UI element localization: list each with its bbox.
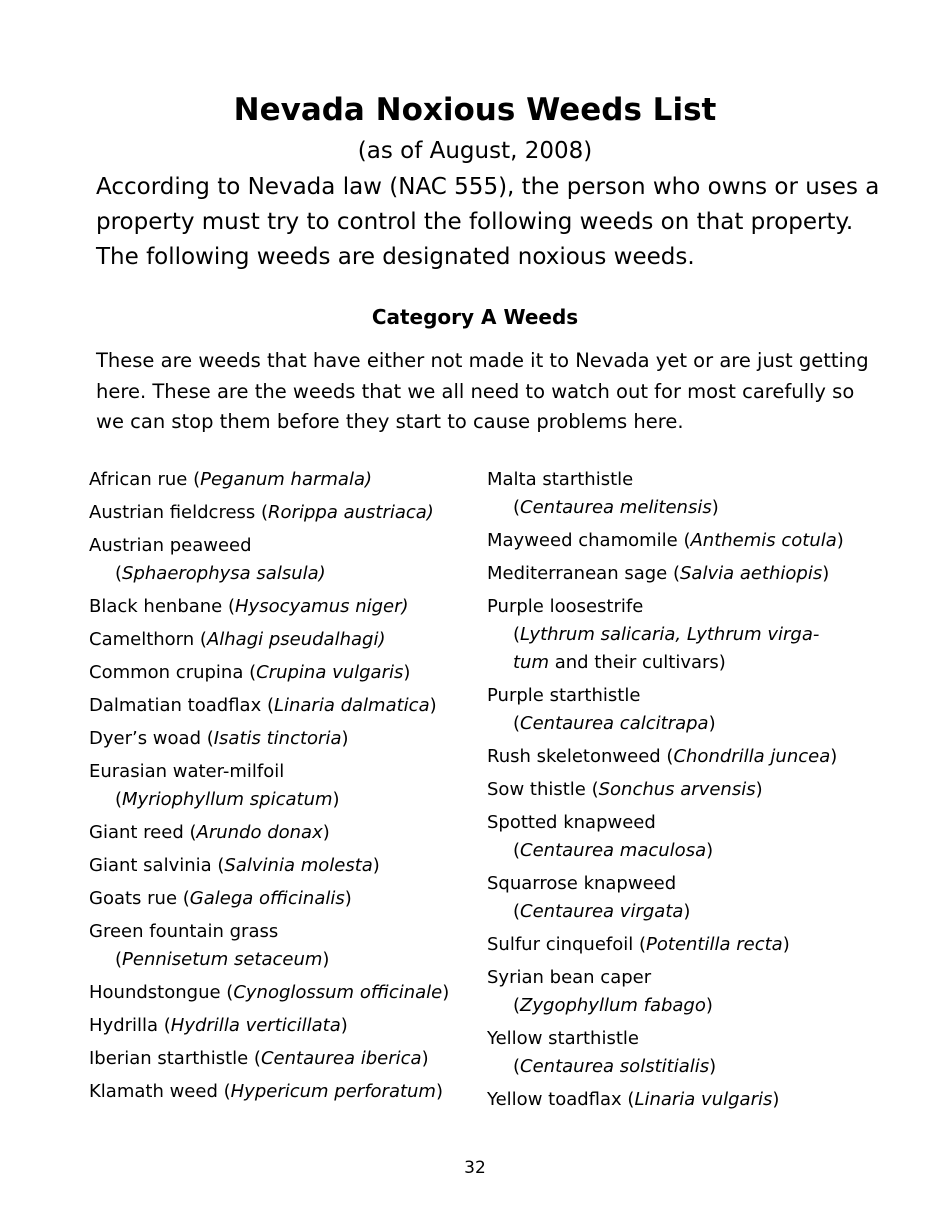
weed-name-suffix: ) bbox=[708, 713, 716, 734]
weed-common-name: Houndstongue ( bbox=[89, 982, 234, 1003]
weed-common-name: Rush skeletonweed ( bbox=[487, 746, 674, 767]
weed-scientific-name: Isatis tinctoria bbox=[213, 728, 342, 749]
weed-scientific-line bbox=[487, 621, 857, 677]
weed-list-item bbox=[89, 725, 469, 753]
weeds-list-right bbox=[487, 466, 857, 1114]
weed-list-item bbox=[487, 1025, 857, 1081]
weed-name-suffix: ) bbox=[683, 901, 691, 922]
weed-scientific-name: Cynoglossum officinale bbox=[233, 982, 443, 1003]
weed-common-name: Eurasian water-milfoil bbox=[89, 761, 285, 782]
weed-list-item bbox=[89, 819, 469, 847]
weed-common-name: Yellow toadflax ( bbox=[487, 1089, 635, 1110]
weed-name-suffix: ) bbox=[706, 840, 714, 861]
weed-scientific-name: Rorippa austriaca) bbox=[268, 502, 434, 523]
weed-common-name: Spotted knapweed bbox=[487, 812, 656, 833]
weed-common-name: Malta starthistle bbox=[487, 469, 634, 490]
weed-name-suffix: and their cultivars) bbox=[549, 652, 726, 673]
open-paren: ( bbox=[115, 789, 123, 810]
weeds-list-left bbox=[89, 466, 469, 1106]
weed-list-item bbox=[89, 758, 469, 814]
weed-name-suffix: ) bbox=[344, 888, 352, 909]
weed-scientific-name: Salvia aethiopis bbox=[679, 563, 823, 584]
weed-name-suffix: ) bbox=[421, 1048, 429, 1069]
weed-name-suffix: ) bbox=[429, 695, 437, 716]
weed-list-item bbox=[487, 743, 857, 771]
page-subtitle: (as of August, 2008) bbox=[357, 138, 593, 164]
weed-name-suffix: ) bbox=[772, 1089, 780, 1110]
weed-scientific-line bbox=[89, 786, 469, 814]
weed-scientific-name: Pennisetum setaceum bbox=[122, 949, 323, 970]
weed-name-suffix: ) bbox=[705, 995, 713, 1016]
weed-list-item bbox=[89, 885, 469, 913]
weed-list-item bbox=[89, 593, 469, 621]
weed-list-item bbox=[487, 593, 857, 677]
weed-common-name: Yellow starthistle bbox=[487, 1028, 639, 1049]
weed-name-suffix: ) bbox=[332, 789, 340, 810]
weed-common-name: Black henbane ( bbox=[89, 596, 235, 617]
weed-common-name: Sow thistle ( bbox=[487, 779, 599, 800]
weed-common-name: Common crupina ( bbox=[89, 662, 257, 683]
intro-paragraph: According to Nevada law (NAC 555), the person who owns or uses a property must try to control the following weeds on that property. The following weeds are designated noxious weeds. bbox=[96, 174, 880, 270]
weed-scientific-name: Anthemis cotula bbox=[690, 530, 837, 551]
weed-scientific-line bbox=[487, 898, 857, 926]
weed-scientific-name: Chondrilla juncea bbox=[673, 746, 831, 767]
weed-scientific-name: Linaria dalmatica bbox=[273, 695, 430, 716]
open-paren: ( bbox=[115, 949, 123, 970]
weed-scientific-name: Galega officinalis bbox=[189, 888, 345, 909]
open-paren: ( bbox=[513, 1056, 521, 1077]
weed-scientific-name: Centaurea calcitrapa bbox=[520, 713, 709, 734]
weed-name-suffix: ) bbox=[830, 746, 838, 767]
weed-list-item bbox=[89, 499, 469, 527]
weed-list-item bbox=[89, 692, 469, 720]
weed-common-name: Green fountain grass bbox=[89, 921, 279, 942]
weed-list-item bbox=[487, 466, 857, 522]
weed-common-name: Hydrilla ( bbox=[89, 1015, 171, 1036]
weed-name-suffix: ) bbox=[403, 662, 411, 683]
weed-list-item bbox=[89, 852, 469, 880]
weed-name-suffix: ) bbox=[322, 949, 330, 970]
weed-common-name: Dyer’s woad ( bbox=[89, 728, 214, 749]
weed-scientific-line bbox=[487, 1053, 857, 1081]
weed-list-item bbox=[487, 527, 857, 555]
weed-name-suffix: ) bbox=[340, 1015, 348, 1036]
weed-scientific-name: Crupina vulgaris bbox=[256, 662, 404, 683]
weed-common-name: Sulfur cinquefoil ( bbox=[487, 934, 647, 955]
weed-scientific-line bbox=[487, 494, 857, 522]
weed-scientific-name: Peganum harmala) bbox=[200, 469, 373, 490]
weed-scientific-name: Sonchus arvensis bbox=[598, 779, 756, 800]
weed-list-item bbox=[487, 870, 857, 926]
weed-list-item bbox=[89, 1045, 469, 1073]
weed-name-suffix: ) bbox=[372, 855, 380, 876]
weed-scientific-name: Hysocyamus niger) bbox=[235, 596, 409, 617]
weed-scientific-line bbox=[487, 992, 857, 1020]
weed-common-name: Squarrose knapweed bbox=[487, 873, 677, 894]
weed-scientific-line bbox=[89, 560, 469, 588]
weed-list-item bbox=[89, 466, 469, 494]
weed-common-name: Camelthorn ( bbox=[89, 629, 207, 650]
weed-common-name: Iberian starthistle ( bbox=[89, 1048, 261, 1069]
category-heading: Category A Weeds bbox=[371, 305, 579, 329]
weed-name-suffix: ) bbox=[782, 934, 790, 955]
weed-name-suffix: ) bbox=[836, 530, 844, 551]
weed-scientific-line bbox=[89, 946, 469, 974]
weed-common-name: Austrian peaweed bbox=[89, 535, 252, 556]
weed-list-item bbox=[487, 964, 857, 1020]
weed-common-name: Purple starthistle bbox=[487, 685, 641, 706]
weed-common-name: Mediterranean sage ( bbox=[487, 563, 680, 584]
page-number: 32 bbox=[464, 1158, 486, 1178]
weed-list-item bbox=[487, 1086, 857, 1114]
weed-list-item bbox=[487, 560, 857, 588]
weed-scientific-name: Centaurea virgata bbox=[520, 901, 684, 922]
weed-scientific-name: Centaurea maculosa bbox=[520, 840, 707, 861]
weed-name-suffix: ) bbox=[435, 1081, 444, 1102]
weed-list-item bbox=[487, 809, 857, 865]
weed-name-suffix: ) bbox=[322, 822, 330, 843]
weed-name-suffix: ) bbox=[822, 563, 830, 584]
weed-scientific-name: Salvinia molesta bbox=[224, 855, 373, 876]
weed-common-name: Syrian bean caper bbox=[487, 967, 652, 988]
weed-list-item bbox=[487, 682, 857, 738]
weed-scientific-name: Myriophyllum spicatum bbox=[122, 789, 333, 810]
weed-scientific-name: Centaurea melitensis bbox=[520, 497, 712, 518]
weed-scientific-line bbox=[487, 710, 857, 738]
open-paren: ( bbox=[513, 624, 521, 645]
weed-name-suffix: ) bbox=[711, 497, 719, 518]
weed-common-name: Giant salvinia ( bbox=[89, 855, 225, 876]
weed-list-item bbox=[487, 931, 857, 959]
weed-scientific-name: Zygophyllum fabago bbox=[520, 995, 706, 1016]
weed-common-name: Klamath weed ( bbox=[89, 1081, 231, 1102]
weed-list-item bbox=[89, 626, 469, 654]
weed-list-item bbox=[89, 1078, 469, 1106]
weed-scientific-name: Potentilla recta bbox=[646, 934, 783, 955]
weed-scientific-line bbox=[487, 837, 857, 865]
open-paren: ( bbox=[513, 840, 521, 861]
weed-list-item bbox=[89, 979, 469, 1007]
weed-name-suffix: ) bbox=[442, 982, 450, 1003]
weed-scientific-name: Alhagi pseudalhagi) bbox=[206, 629, 386, 650]
weed-scientific-name: Hypericum perforatum bbox=[230, 1081, 436, 1102]
weed-common-name: African rue ( bbox=[89, 469, 201, 490]
weed-list-item bbox=[89, 532, 469, 588]
weed-common-name: Dalmatian toadflax ( bbox=[89, 695, 274, 716]
weed-scientific-name: Lythrum salicaria, Lythrum virga- tum bbox=[513, 624, 820, 673]
weed-scientific-name: Hydrilla verticillata bbox=[170, 1015, 341, 1036]
weed-name-suffix: ) bbox=[341, 728, 349, 749]
weed-list-item bbox=[487, 776, 857, 804]
weed-scientific-name: Centaurea solstitialis bbox=[520, 1056, 710, 1077]
open-paren: ( bbox=[513, 995, 521, 1016]
weed-list-item bbox=[89, 1012, 469, 1040]
weed-name-suffix: ) bbox=[755, 779, 763, 800]
open-paren: ( bbox=[513, 713, 521, 734]
weed-scientific-name: Sphaerophysa salsula) bbox=[122, 563, 326, 584]
category-description: These are weeds that have either not made it to Nevada yet or are just getting here. These are the weeds that we all need to watch out for most carefully so we can stop them before they start to cause problems here. bbox=[96, 349, 869, 433]
weed-common-name: Goats rue ( bbox=[89, 888, 190, 909]
weed-common-name: Austrian fieldcress ( bbox=[89, 502, 269, 523]
weed-scientific-name: Centaurea iberica bbox=[260, 1048, 422, 1069]
open-paren: ( bbox=[115, 563, 123, 584]
weed-list-item bbox=[89, 918, 469, 974]
weed-common-name: Mayweed chamomile ( bbox=[487, 530, 691, 551]
weed-name-suffix: ) bbox=[709, 1056, 717, 1077]
page-title: Nevada Noxious Weeds List bbox=[233, 92, 717, 128]
weed-scientific-name: Arundo donax bbox=[196, 822, 323, 843]
weed-list-item bbox=[89, 659, 469, 687]
weed-common-name: Giant reed ( bbox=[89, 822, 197, 843]
weed-common-name: Purple loosestrife bbox=[487, 596, 644, 617]
open-paren: ( bbox=[513, 497, 521, 518]
weed-scientific-name: Linaria vulgaris bbox=[634, 1089, 773, 1110]
open-paren: ( bbox=[513, 901, 521, 922]
